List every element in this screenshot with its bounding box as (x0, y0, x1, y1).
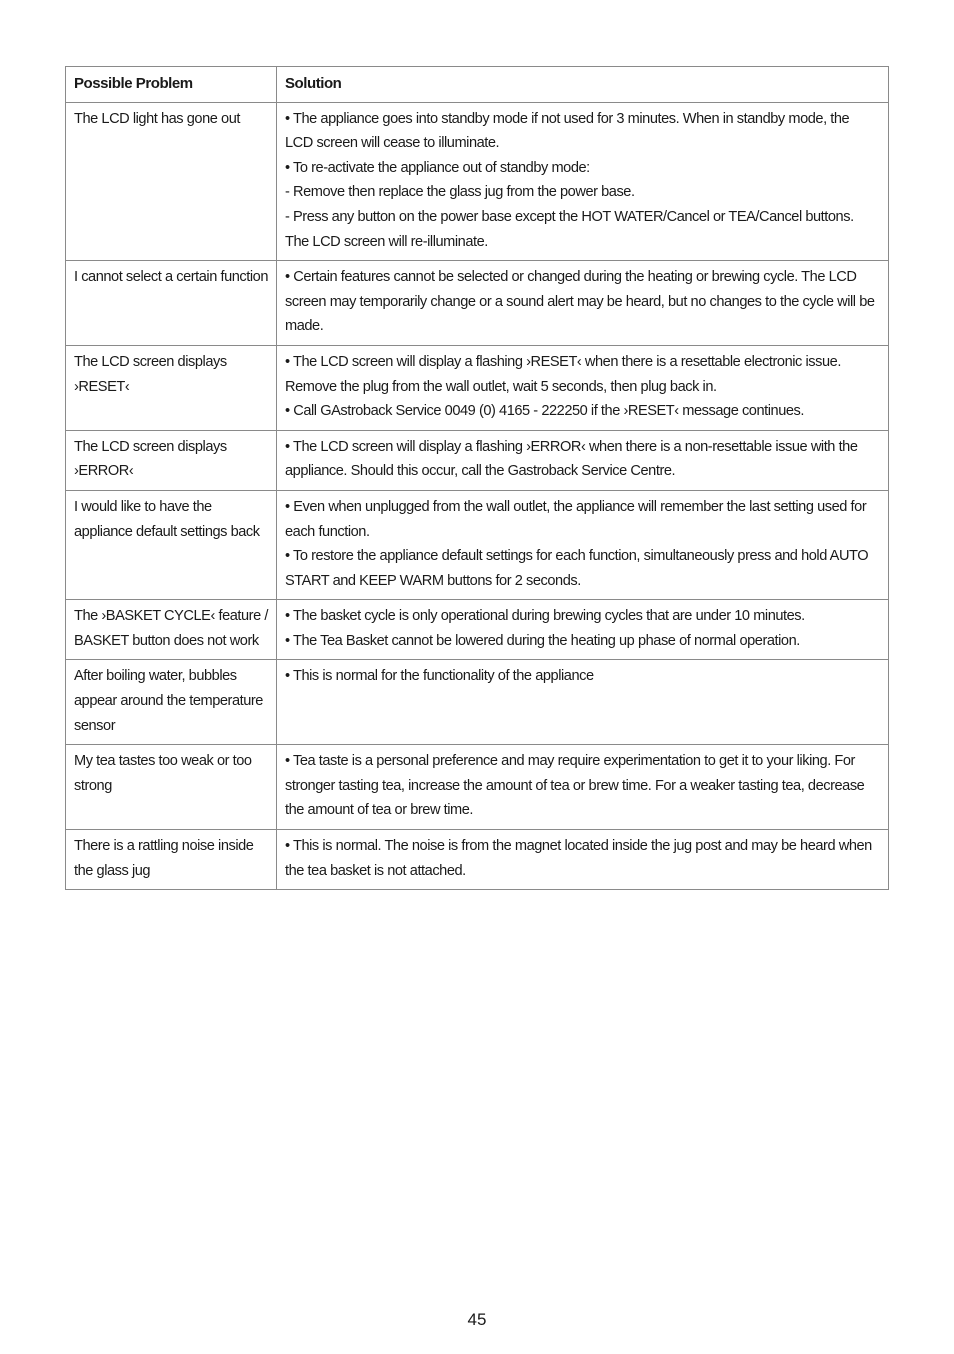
solution-cell (277, 830, 889, 890)
solution-cell (277, 261, 889, 346)
solution-line: • Even when unplugged from the wall outlet, the appliance will remember the last setting used for each function. (285, 498, 867, 540)
problem-text: I would like to have the appliance default settings back (74, 498, 260, 540)
table-row (66, 490, 889, 599)
solution-line: • This is normal for the functionality of the appliance (285, 668, 594, 685)
problem-cell (66, 261, 277, 346)
solution-line: • Tea taste is a personal preference and may require experimentation to get it to your liking. For stronger tasting tea, increase the amount of tea or brew time. For a weaker tasting tea, decrease the amount of tea or brew time. (285, 753, 865, 819)
solution-line: • To re-activate the appliance out of standby mode: (285, 159, 590, 176)
solution-cell (277, 345, 889, 430)
solution-line: - Remove then replace the glass jug from the power base. (285, 184, 635, 201)
solution-cell (277, 490, 889, 599)
table-row (66, 600, 889, 660)
problem-text: After boiling water, bubbles appear around the temperature sensor (74, 668, 263, 734)
solution-line: • The Tea Basket cannot be lowered during the heating up phase of normal operation. (285, 632, 800, 649)
table-row (66, 430, 889, 490)
table-row (66, 345, 889, 430)
problem-cell (66, 102, 277, 261)
problem-text: My tea tastes too weak or too strong (74, 753, 252, 794)
problem-cell (66, 745, 277, 830)
problem-cell (66, 430, 277, 490)
problem-text: The LCD light has gone out (74, 110, 240, 127)
solution-cell (277, 102, 889, 261)
problem-cell (66, 830, 277, 890)
problem-text: The ›BASKET CYCLE‹ feature / BASKET button does not work (74, 608, 268, 649)
solution-line: - Press any button on the power base except the HOT WATER/Cancel or TEA/Cancel buttons. The LCD screen will re-illuminate. (285, 208, 854, 250)
solution-cell (277, 600, 889, 660)
problem-cell (66, 490, 277, 599)
problem-text: The LCD screen displays ›RESET‹ (74, 353, 227, 395)
solution-line: • To restore the appliance default settings for each function, simultaneously press and hold AUTO START and KEEP WARM buttons for 2 seconds. (285, 548, 869, 589)
table-header-row (66, 67, 889, 103)
problem-text: There is a rattling noise inside the glass jug (74, 838, 254, 879)
page-number: 45 (467, 1310, 487, 1329)
table-row (66, 830, 889, 890)
solution-line: • The LCD screen will display a flashing ›ERROR‹ when there is a non-resettable issue with the appliance. Should this occur, call the Gastroback Service Centre. (285, 438, 858, 480)
solution-line: • Certain features cannot be selected or changed during the heating or brewing cycle. The LCD screen may temporarily change or a sound alert may be heard, but no changes to the cycle will be made. (285, 269, 875, 335)
problem-text: The LCD screen displays ›ERROR‹ (74, 438, 227, 480)
solution-line: • The basket cycle is only operational during brewing cycles that are under 10 minutes. (285, 608, 805, 625)
table-row (66, 102, 889, 261)
column-header-problem: Possible Problem (66, 67, 277, 103)
problem-cell (66, 345, 277, 430)
problem-text: I cannot select a certain function (74, 269, 269, 286)
solution-cell (277, 430, 889, 490)
table-row (66, 261, 889, 346)
problem-cell (66, 600, 277, 660)
solution-cell (277, 745, 889, 830)
troubleshooting-table (65, 66, 889, 890)
solution-cell (277, 660, 889, 745)
table-row (66, 660, 889, 745)
problem-cell (66, 660, 277, 745)
solution-line: • The appliance goes into standby mode if not used for 3 minutes. When in standby mode, the LCD screen will cease to illuminate. (285, 110, 850, 152)
solution-line: • The LCD screen will display a flashing ›RESET‹ when there is a resettable electronic issue. Remove the plug from the wall outlet, wait 5 seconds, then plug back in. (285, 353, 841, 395)
table-row (66, 745, 889, 830)
solution-line: • Call GAstroback Service 0049 (0) 4165 - 222250 if the ›RESET‹ message continues. (285, 403, 804, 420)
solution-line: • This is normal. The noise is from the magnet located inside the jug post and may be heard when the tea basket is not attached. (285, 838, 872, 879)
column-header-solution: Solution (277, 67, 889, 103)
